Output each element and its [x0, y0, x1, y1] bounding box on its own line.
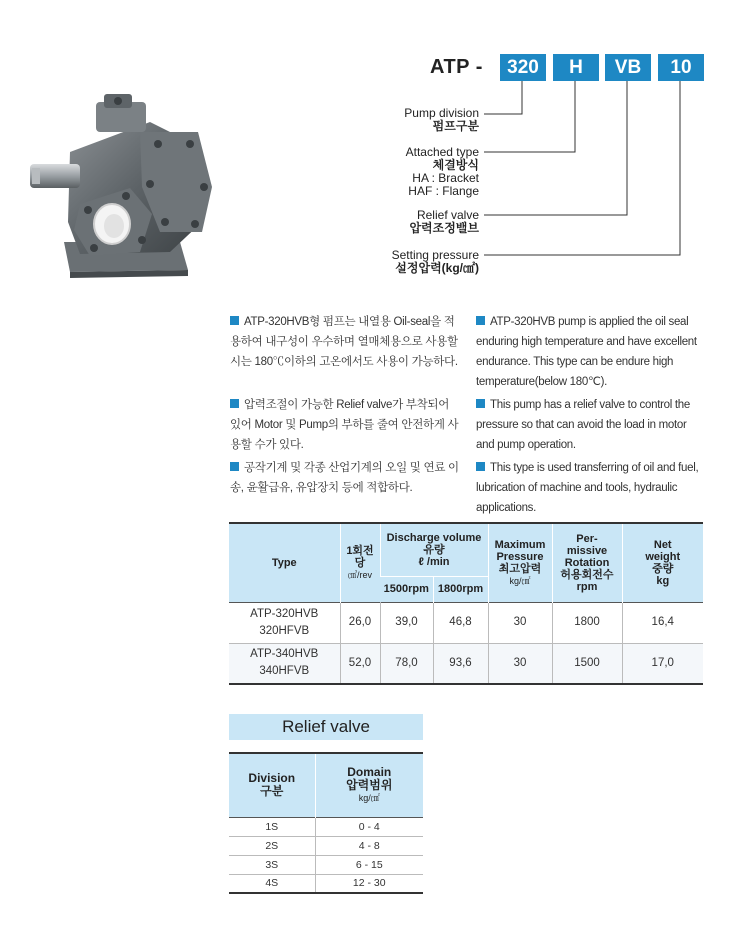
cell-division: 3S — [265, 858, 279, 871]
bullet-square-icon — [230, 316, 239, 325]
cell-type-2: 340HFVB — [259, 665, 310, 678]
cell-per-rev: 52,0 — [340, 643, 380, 684]
label-attached-type — [406, 146, 479, 198]
header-domain — [315, 753, 423, 817]
model-code-attached-type: H — [553, 54, 599, 81]
header-weight-en2: weight — [645, 550, 681, 563]
cell-range: 0 - 4 — [315, 817, 423, 836]
cell-type-1: ATP-320HVB — [250, 607, 319, 620]
description-ko-1-text: ATP-320HVB형 펌프는 내열용 Oil-seal을 적용하여 내구성이 우수하며 열매체용으로 사용할 시는 180℃이하의 고온에서도 사용이 가능하다. — [230, 316, 458, 368]
header-domain-ko: 압력범위 — [346, 777, 393, 792]
header-division — [229, 753, 315, 817]
table-row — [229, 643, 703, 684]
model-code-setting-pressure: 10 — [658, 54, 704, 81]
cell-pressure: 30 — [488, 602, 552, 643]
header-rotation-ko: 허용회전수 — [560, 568, 614, 581]
header-rotation-en2: missive — [566, 544, 608, 557]
header-rotation — [552, 523, 622, 602]
label-relief-valve-ko: 압력조정밸브 — [409, 221, 479, 235]
cell-weight: 17,0 — [622, 643, 703, 684]
label-attached-type-haf: HAF : Flange — [408, 184, 479, 198]
header-discharge — [380, 523, 488, 576]
header-per-rev-unit: ㎤/rev — [347, 569, 372, 580]
cell-rpm: 1500 — [552, 643, 622, 684]
description-en-1-text: ATP-320HVB pump is applied the oil seal enduring high temperature and have excellent endurance. This type can be endure high temperature(below 180℃). — [476, 316, 697, 388]
table-row — [229, 836, 423, 855]
model-code-pump-division: 320 — [500, 54, 546, 81]
pump-photo — [30, 92, 230, 280]
bullet-square-icon — [476, 316, 485, 325]
header-weight-unit: kg — [656, 574, 670, 587]
header-division-ko: 구분 — [260, 784, 284, 799]
label-attached-type-en: Attached type — [405, 145, 479, 159]
description-en-3 — [476, 458, 706, 518]
label-setting-pressure-en: Setting pressure — [391, 248, 479, 262]
header-per-rev — [340, 523, 380, 602]
header-rpm-1500: 1500rpm — [380, 576, 433, 602]
bullet-square-icon — [230, 462, 239, 471]
header-weight-ko: 중량 — [652, 562, 674, 575]
label-relief-valve-en: Relief valve — [416, 208, 479, 222]
description-ko-2-text: 압력조절이 가능한 Relief valve가 부착되어 있어 Motor 및 Pump의 부하를 줄여 안전하게 사용할 수가 있다. — [230, 399, 459, 451]
spec-table — [229, 522, 703, 685]
header-discharge-en: Discharge volume — [386, 531, 482, 544]
cell-range: 4 - 8 — [315, 836, 423, 855]
header-domain-en: Domain — [347, 764, 392, 779]
cell-type — [229, 643, 340, 684]
cell-division: 1S — [265, 820, 279, 833]
header-division-en: Division — [248, 771, 296, 786]
cell-type-1: ATP-340HVB — [250, 648, 319, 661]
cell-weight: 16,4 — [622, 602, 703, 643]
header-type-label: Type — [271, 556, 297, 569]
header-rotation-en3: Rotation — [564, 556, 610, 569]
label-setting-pressure — [392, 249, 479, 275]
description-en-2 — [476, 395, 706, 455]
cell-q1800: 46,8 — [433, 602, 488, 643]
description-ko-3 — [230, 458, 462, 498]
header-type — [229, 523, 340, 602]
cell-q1500: 39,0 — [380, 602, 433, 643]
label-pump-division-en: Pump division — [404, 106, 479, 120]
table-row — [229, 817, 423, 836]
header-domain-unit: kg/㎠ — [358, 792, 380, 803]
header-discharge-ko: 유량 — [423, 543, 445, 556]
cell-division: 2S — [265, 839, 279, 852]
label-attached-type-ko: 체결방식 — [432, 158, 479, 172]
cell-per-rev: 26,0 — [340, 602, 380, 643]
label-pump-division — [404, 107, 479, 133]
header-discharge-unit: ℓ /min — [418, 555, 450, 568]
label-relief-valve — [409, 209, 479, 235]
cell-division: 4S — [265, 877, 279, 890]
bullet-square-icon — [230, 399, 239, 408]
description-en-3-text: This type is used transferring of oil and fuel, lubrication of machine and tools, hydraulic applications. — [476, 462, 699, 514]
bullet-square-icon — [476, 462, 485, 471]
header-rpm-1800: 1800rpm — [433, 576, 488, 602]
header-per-rev-ko: 1회전당 — [346, 544, 374, 569]
cell-q1800: 93,6 — [433, 643, 488, 684]
label-pump-division-ko: 펌프구분 — [432, 119, 479, 133]
header-max-pressure-ko: 최고압력 — [498, 562, 542, 575]
label-attached-type-ha: HA : Bracket — [412, 171, 479, 185]
header-rotation-en1: Per- — [576, 532, 598, 545]
cell-range: 6 - 15 — [315, 855, 423, 874]
header-weight — [622, 523, 703, 602]
description-ko-2 — [230, 395, 462, 455]
header-max-pressure-en1: Maximum — [494, 538, 546, 551]
header-max-pressure-en2: Pressure — [496, 550, 544, 563]
cell-rpm: 1800 — [552, 602, 622, 643]
table-row — [229, 855, 423, 874]
table-row — [229, 874, 423, 893]
relief-valve-table — [229, 752, 423, 894]
cell-pressure: 30 — [488, 643, 552, 684]
cell-q1500: 78,0 — [380, 643, 433, 684]
description-ko-3-text: 공작기계 및 각종 산업기계의 오일 및 연료 이송, 윤활급유, 유압장치 등에 적합하다. — [230, 462, 459, 494]
bullet-square-icon — [476, 399, 485, 408]
model-prefix: ATP - — [430, 56, 483, 78]
relief-valve-title: Relief valve — [229, 714, 423, 740]
header-rotation-unit: rpm — [576, 580, 598, 593]
description-en-1 — [476, 312, 706, 392]
header-weight-en1: Net — [653, 538, 672, 551]
header-max-pressure-unit: kg/㎠ — [509, 575, 531, 586]
cell-type — [229, 602, 340, 643]
cell-type-2: 320HFVB — [259, 624, 310, 637]
header-max-pressure — [488, 523, 552, 602]
description-ko-1 — [230, 312, 462, 372]
label-setting-pressure-ko: 설정압력(kg/㎠) — [395, 261, 479, 275]
description-en-2-text: This pump has a relief valve to control the pressure so that can avoid the load in motor and pump operation. — [476, 399, 690, 451]
table-row — [229, 602, 703, 643]
model-code-relief-valve: VB — [605, 54, 651, 81]
cell-range: 12 - 30 — [315, 874, 423, 893]
